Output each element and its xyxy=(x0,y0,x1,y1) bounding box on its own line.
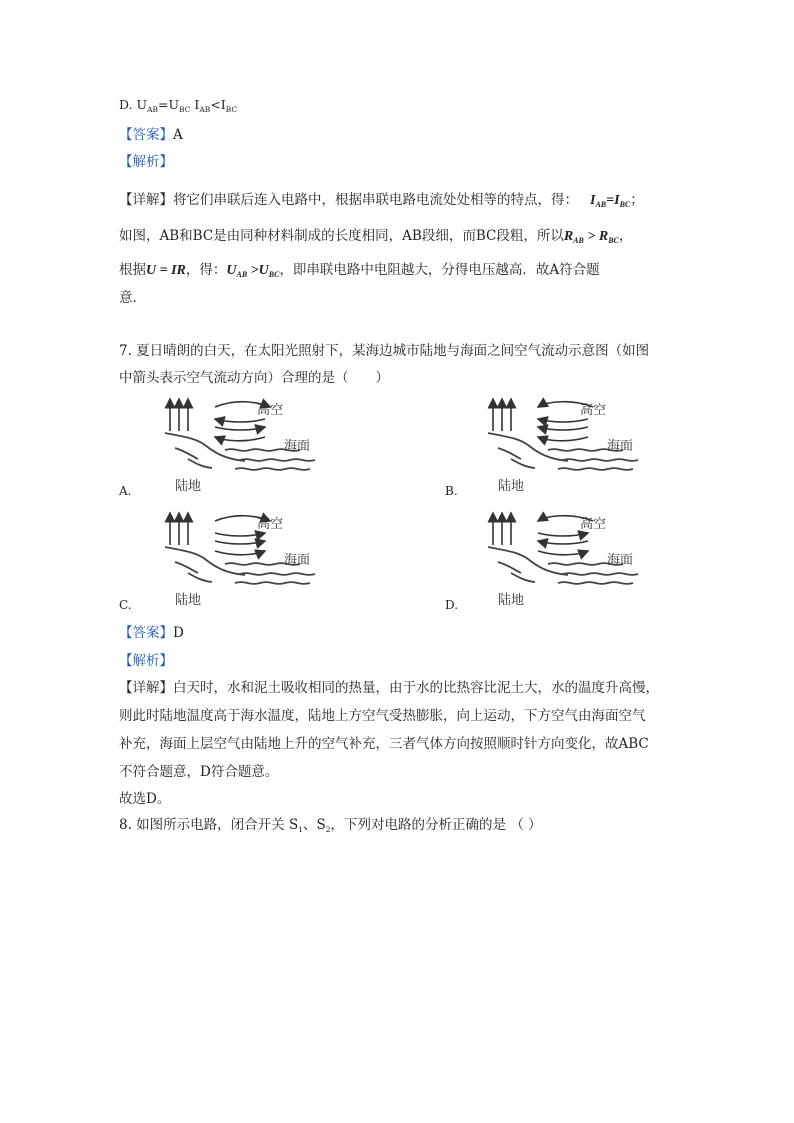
q7-analysis-tag xyxy=(119,649,173,669)
q7-stem-line-1 xyxy=(119,339,649,359)
q6-detail-line-3 xyxy=(119,258,600,279)
q6-analysis-tag xyxy=(119,150,173,170)
q6-d-text-3: I xyxy=(190,97,200,112)
f2-a: R xyxy=(563,229,574,244)
q6-detail-line-2 xyxy=(119,224,632,245)
q7-detail-text-3: 补充，海面上层空气由陆地上升的空气补充，三者气体方向按照顺时针方向变化，故ABC xyxy=(119,736,649,752)
option-a-label[interactable]: A. xyxy=(119,484,132,498)
q8-stem xyxy=(119,813,542,834)
q8-stem-c: ，下列对电路的分析正确的是 （ ） xyxy=(330,817,542,833)
label-sea: 海面 xyxy=(284,439,311,454)
label-land: 陆地 xyxy=(498,593,525,607)
q6-line2-end: ， xyxy=(618,228,633,244)
label-sea: 海面 xyxy=(607,553,634,568)
q6-d-sub-2: BC xyxy=(179,105,191,114)
option-d-figure xyxy=(463,507,653,607)
option-c-figure xyxy=(140,507,330,607)
q6-detail-line-1 xyxy=(119,188,644,209)
q6-detail-text-3c: ，即串联电路中电阻越大，分得电压越高．故A符合题 xyxy=(279,262,600,278)
q6-answer-line xyxy=(119,123,183,143)
label-sea: 海面 xyxy=(607,439,634,454)
label-sky: 高空 xyxy=(257,403,284,418)
label-land: 陆地 xyxy=(175,593,202,607)
analysis-tag: 【解析】 xyxy=(119,653,173,669)
q6-detail-line-4 xyxy=(119,286,137,306)
formula-u-compare xyxy=(226,263,279,278)
label-sky: 高空 xyxy=(257,517,284,532)
q6-option-d xyxy=(119,97,237,114)
f1-a: I xyxy=(590,193,596,208)
formula-ohms-law: U = IR xyxy=(146,263,186,278)
option-c-label[interactable]: C. xyxy=(119,598,132,612)
q7-conclusion xyxy=(119,787,170,807)
q6-detail-text-4: 意. xyxy=(119,290,137,306)
f2-as: AB xyxy=(573,236,584,245)
f4-as: AB xyxy=(236,270,248,279)
option-d-label[interactable]: D. xyxy=(445,598,459,612)
q7-detail-text-4: 不符合题意，D符合题意。 xyxy=(119,764,279,780)
formula-i-equal xyxy=(590,193,630,208)
q7-answer-line xyxy=(119,621,184,641)
answer-tag: 【答案】 xyxy=(119,625,173,641)
q6-d-sub-4: BC xyxy=(225,105,238,114)
q6-detail-text-3a: 根据 xyxy=(119,262,146,278)
option-b-label[interactable]: B. xyxy=(445,484,458,498)
detail-tag: 【详解】 xyxy=(119,192,173,208)
label-land: 陆地 xyxy=(498,479,525,493)
f4-a: U xyxy=(226,263,237,278)
answer-tag: 【答案】 xyxy=(119,127,173,143)
label-land: 陆地 xyxy=(175,479,202,493)
q6-detail-text-1: 将它们串联后连入电路中，根据串联电路电流处处相等的特点，得： xyxy=(173,192,578,208)
q6-d-sub-1: AB xyxy=(147,105,158,114)
f4-op: >U xyxy=(247,263,269,278)
q8-stem-a: 8. 如图所示电路，闭合开关 S xyxy=(119,817,299,833)
q7-detail-line-1 xyxy=(119,676,659,696)
q7-stem-text-1: 7. 夏日晴朗的白天，在太阳光照射下，某海边城市陆地与海面之间空气流动示意图（如图 xyxy=(119,343,650,359)
detail-tag: 【详解】 xyxy=(119,680,173,696)
q6-detail-text-2: 如图，AB和BC是由同种材料制成的长度相同，AB段细，而BC段粗，所以 xyxy=(119,228,564,244)
q7-detail-text-1: 白天时，水和泥土吸收相同的热量，由于水的比热容比泥土大，水的温度升高慢， xyxy=(173,680,659,696)
f1-as: AB xyxy=(595,200,607,209)
q6-d-text-4: <I xyxy=(210,97,226,112)
label-sea: 海面 xyxy=(284,553,311,568)
q6-line1-end: ； xyxy=(630,192,644,208)
q8-stem-b: 、S xyxy=(303,817,326,833)
q6-d-sub-3: AB xyxy=(199,105,211,114)
f1-op: =I xyxy=(606,193,620,208)
q7-detail-line-4 xyxy=(119,760,278,780)
q7-detail-line-3 xyxy=(119,732,649,752)
q7-stem-text-2: 中箭头表示空气流动方向）合理的是（ ） xyxy=(119,370,389,386)
formula-r-compare xyxy=(564,229,619,244)
f4-bs: BC xyxy=(268,270,280,279)
option-a-figure xyxy=(140,393,330,493)
q7-detail-line-2 xyxy=(119,704,646,724)
q6-answer: A xyxy=(173,127,183,143)
q6-d-text-2: =U xyxy=(158,97,180,112)
q7-answer: D xyxy=(173,625,184,641)
f2-bs: BC xyxy=(608,236,619,245)
label-sky: 高空 xyxy=(580,517,607,532)
q8-sub-1: 1 xyxy=(298,825,303,834)
f1-bs: BC xyxy=(619,200,631,209)
q6-detail-text-3b: ，得： xyxy=(185,262,227,278)
q6-d-text-1: D. U xyxy=(119,97,148,112)
q7-detail-text-2: 则此时陆地温度高于海水温度，陆地上方空气受热膨胀，向上运动，下方空气由海面空气 xyxy=(119,708,646,724)
f2-op: > R xyxy=(583,229,609,244)
option-b-figure xyxy=(463,393,653,493)
q8-sub-2: 2 xyxy=(325,825,331,834)
q7-conclusion-text: 故选D。 xyxy=(119,791,171,807)
label-sky: 高空 xyxy=(580,403,607,418)
q7-stem-line-2 xyxy=(119,366,389,386)
analysis-tag: 【解析】 xyxy=(119,154,173,170)
